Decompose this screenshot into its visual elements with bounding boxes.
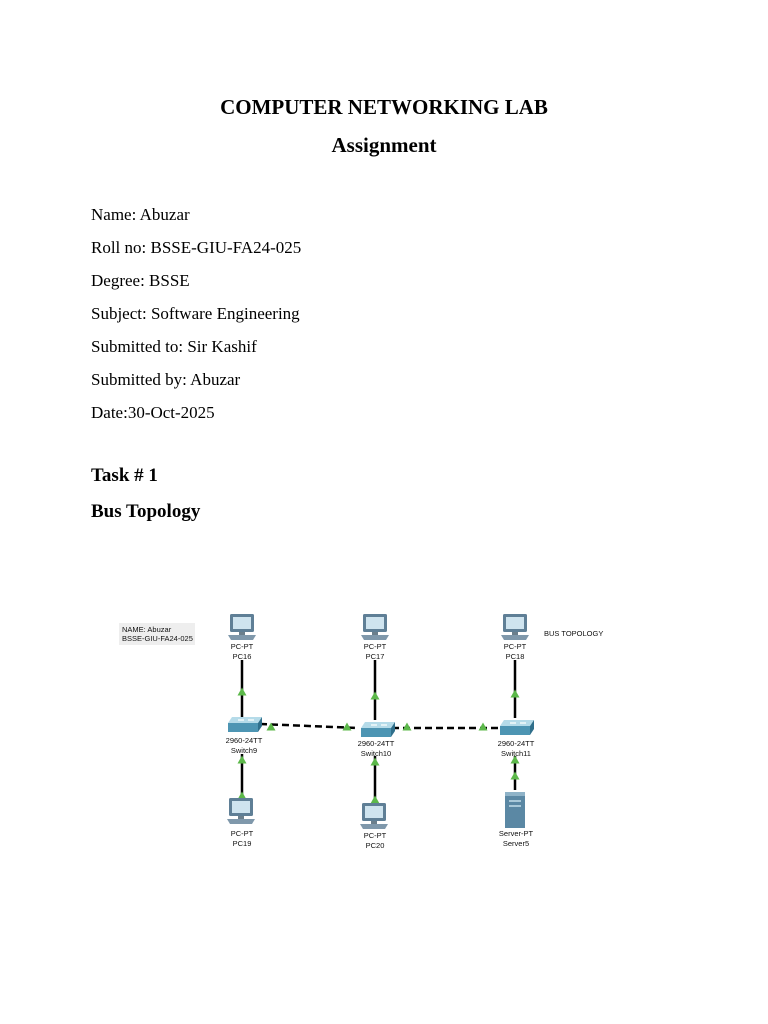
pc19-icon[interactable] <box>227 798 255 824</box>
pc16-icon[interactable] <box>228 614 256 640</box>
server5-icon[interactable] <box>505 792 525 828</box>
switch9-type: 2960-24TT <box>225 736 263 745</box>
switch11-type: 2960-24TT <box>497 739 535 748</box>
field-date: Date:30-Oct-2025 <box>91 403 215 422</box>
switch11-icon[interactable] <box>500 720 534 735</box>
switch10-icon[interactable] <box>361 722 395 737</box>
note-name: NAME: Abuzar <box>122 625 172 634</box>
pc20-icon[interactable] <box>360 803 388 829</box>
pc16-name: PC16 <box>232 652 252 661</box>
topology-heading: Bus Topology <box>91 501 201 522</box>
field-submitted-by: Submitted by: Abuzar <box>91 370 241 389</box>
pc18-type: PC-PT <box>503 642 527 651</box>
switch9-icon[interactable] <box>228 717 262 732</box>
pc17-icon[interactable] <box>361 614 389 640</box>
link-light <box>371 692 380 700</box>
link-light <box>238 688 247 696</box>
server5-name: Server5 <box>502 839 530 848</box>
link-light <box>371 758 380 766</box>
note-roll: BSSE-GIU-FA24-025 <box>122 634 193 643</box>
pc17-type: PC-PT <box>363 642 387 651</box>
switch11-name: Switch11 <box>501 749 531 758</box>
pc18-name: PC18 <box>505 652 525 661</box>
pc20-type: PC-PT <box>363 831 387 840</box>
field-degree: Degree: BSSE <box>91 271 190 290</box>
switch10-type: 2960-24TT <box>357 739 395 748</box>
link-light <box>511 690 520 698</box>
pc16-type: PC-PT <box>230 642 254 651</box>
field-name: Name: Abuzar <box>91 205 190 224</box>
switch10-name: Switch10 <box>360 749 392 758</box>
pc18-icon[interactable] <box>501 614 529 640</box>
switch9-name: Switch9 <box>230 746 258 755</box>
field-roll-no: Roll no: BSSE-GIU-FA24-025 <box>91 238 302 257</box>
link-light <box>238 756 247 764</box>
pc19-type: PC-PT <box>230 829 254 838</box>
task-heading: Task # 1 <box>91 465 158 486</box>
pc19-name: PC19 <box>232 839 252 848</box>
pc17-name: PC17 <box>365 652 385 661</box>
server5-type: Server-PT <box>498 829 534 838</box>
link-light <box>403 723 412 731</box>
link-light <box>371 796 380 804</box>
pc20-name: PC20 <box>365 841 385 850</box>
link-switch9-switch10 <box>260 724 358 728</box>
document-title: COMPUTER NETWORKING LAB <box>220 95 548 119</box>
field-subject: Subject: Software Engineering <box>91 304 300 323</box>
link-light <box>479 723 488 731</box>
document-subtitle: Assignment <box>331 133 437 157</box>
field-submitted-to: Submitted to: Sir Kashif <box>91 337 257 356</box>
link-light <box>511 772 520 780</box>
note-topology: BUS TOPOLOGY <box>544 629 604 638</box>
